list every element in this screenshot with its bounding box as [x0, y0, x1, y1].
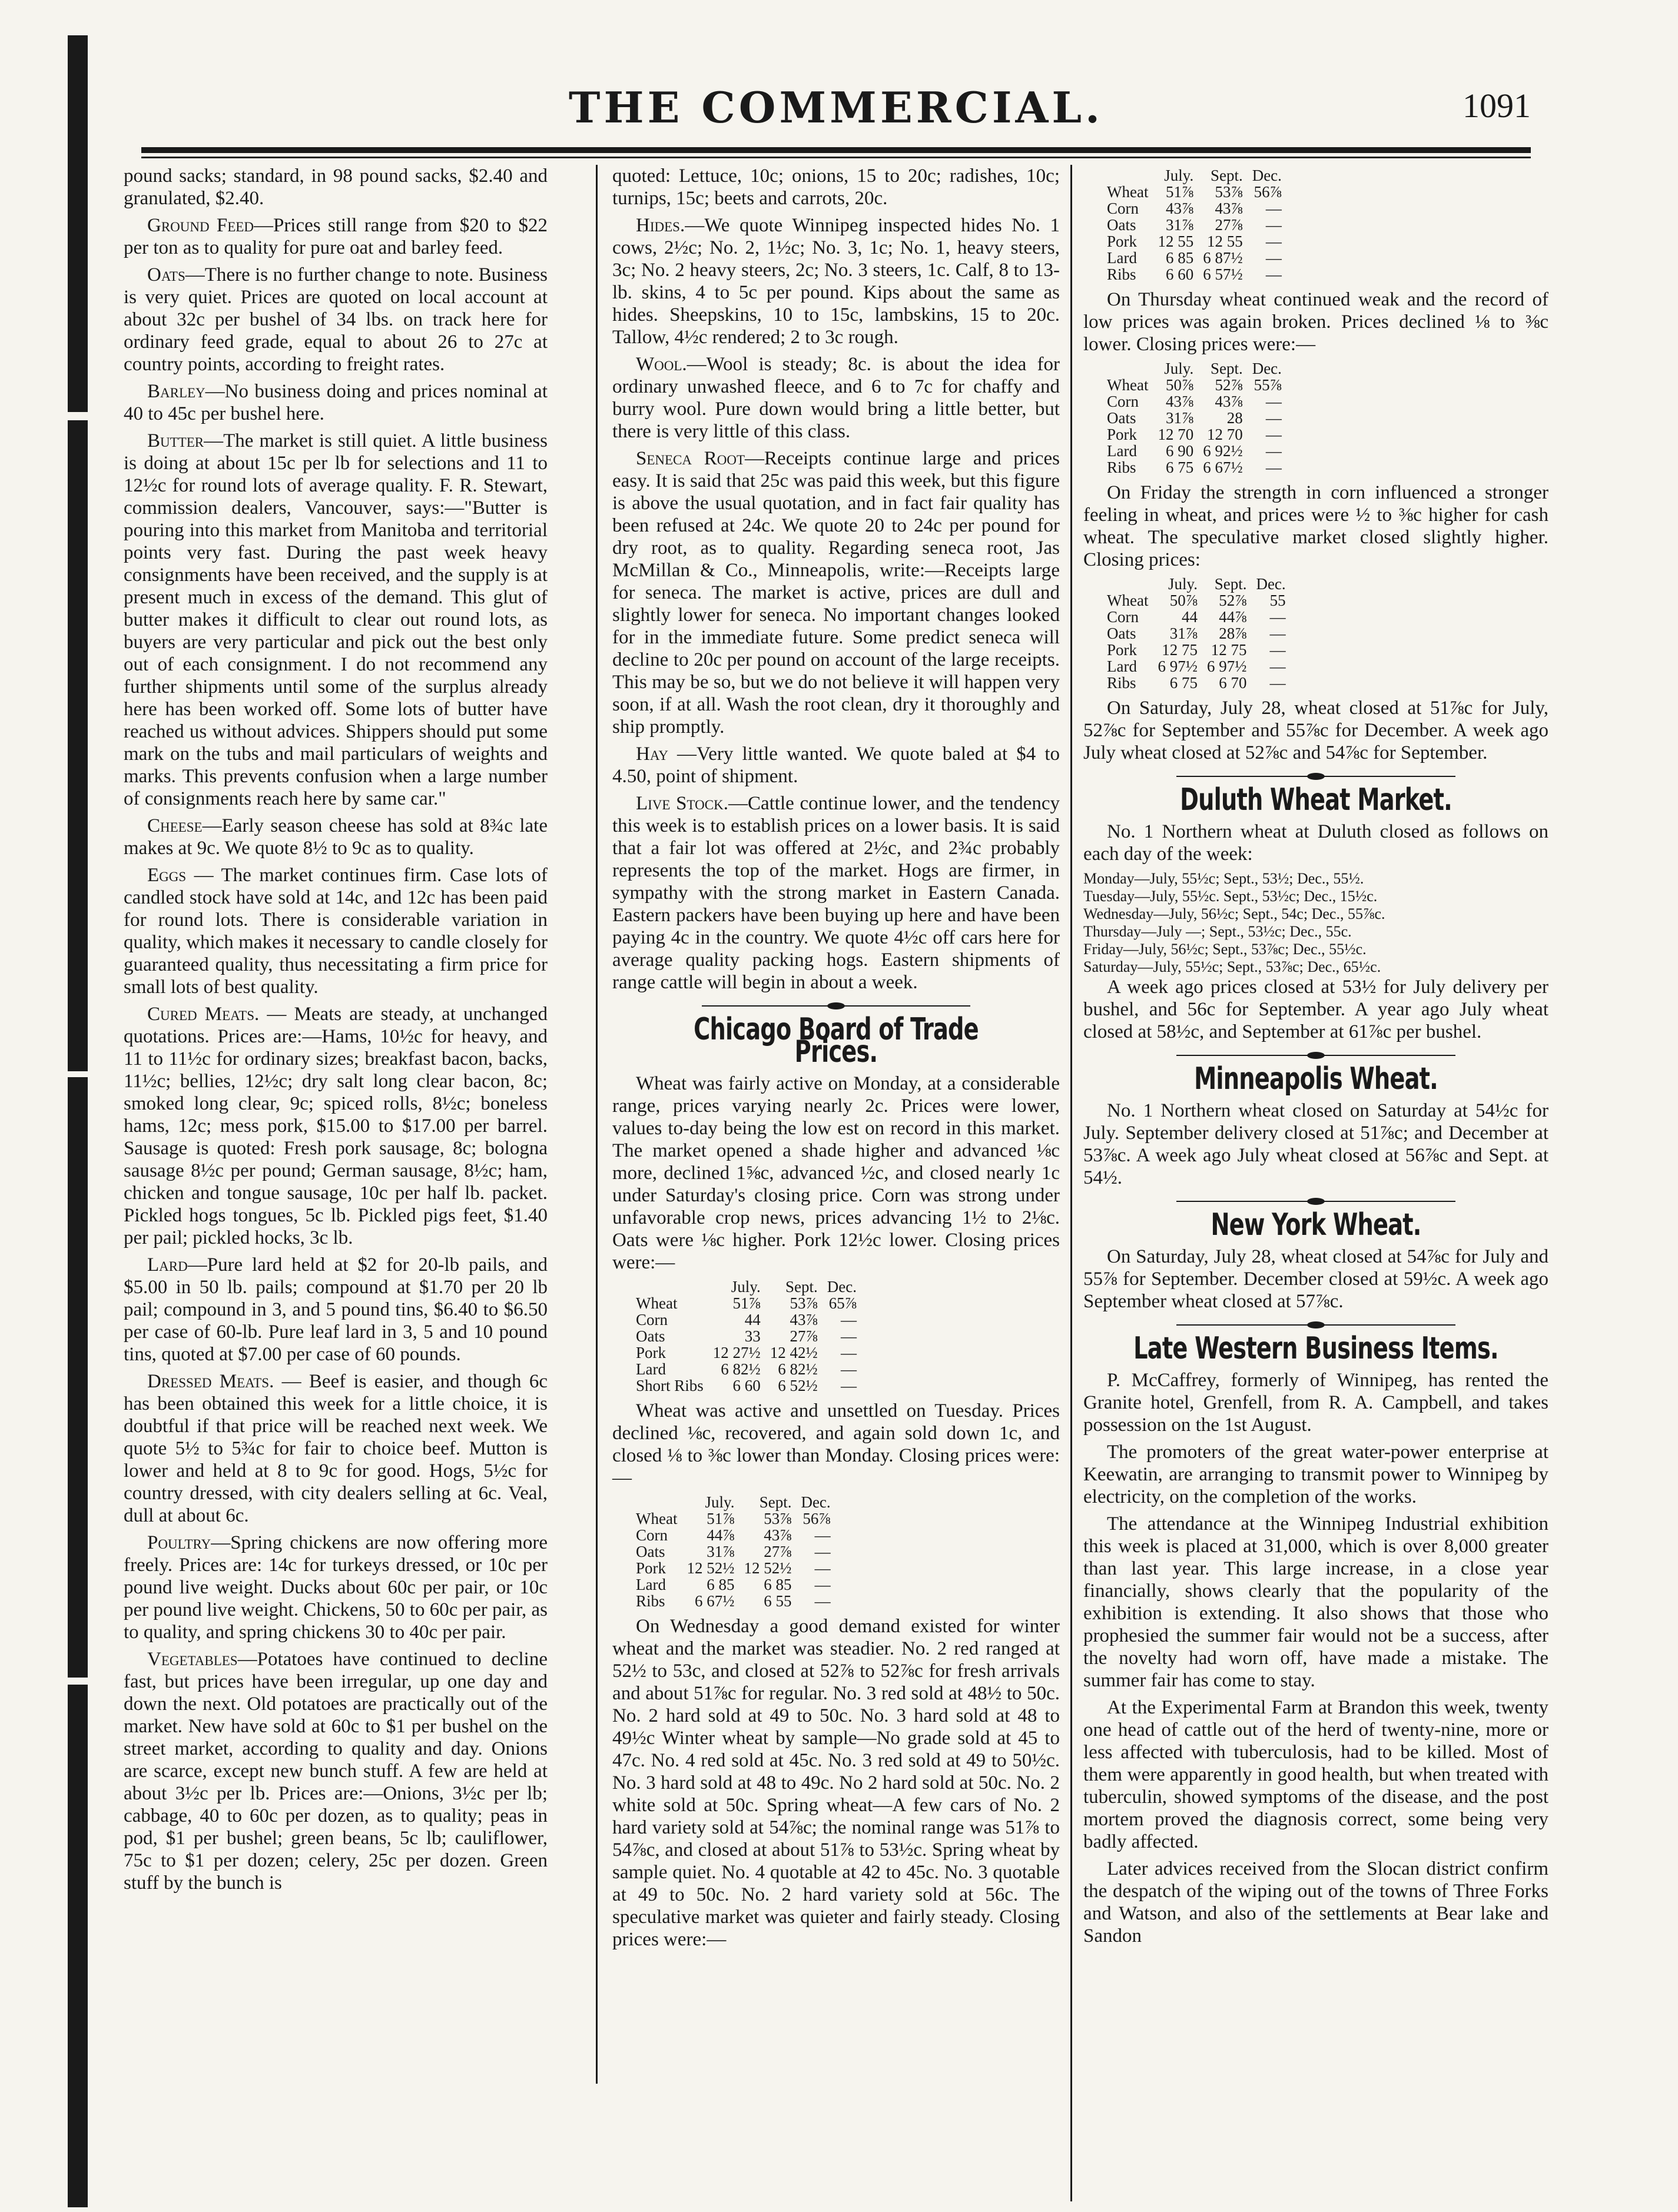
- table-row: Wheat 51⅞ 53⅞ 56⅞: [1107, 183, 1282, 201]
- list-item: Thursday—July —; Sept., 53½c; Dec., 55c.: [1083, 923, 1352, 940]
- table-row: Oats 31⅞ 28⅞ —: [1107, 625, 1286, 642]
- article-paragraph: quoted: Lettuce, 10c; onions, 15 to 20c; radishes, 10c; turnips, 15c; beets and carrots, 20c.: [612, 165, 1060, 209]
- spine-gap: [68, 1071, 88, 1077]
- list-item: Wednesday—July, 56½c; Sept., 54c; Dec., 55⅞c.: [1083, 905, 1385, 922]
- list-item: Saturday—July, 55½c; Sept., 53⅞c; Dec., 65½c.: [1083, 958, 1381, 975]
- price-table-friday: July. Sept. Dec. Wheat 50⅞ 52⅞ 55 Corn 44 44⅞ — Oats 31⅞ 28⅞ — Pork 12 75 12 75 — Lard 6 97½ 6 97½ — Ribs 6 75 6 70 —: [1107, 576, 1291, 691]
- article-paragraph: A week ago prices closed at 53½ for July delivery per bushel, and 56c for September. A year ago July wheat closed at 58½c, and September at 61⅞c per bushel.: [1083, 977, 1548, 1042]
- page-number: 1091: [1463, 87, 1531, 125]
- article-paragraph: On Saturday, July 28, wheat closed at 54⅞c for July and 55⅞ for September. December closed at 59½c. A week ago September wheat closed at 57⅞c.: [1083, 1246, 1548, 1312]
- article-paragraph: Barley—No business doing and prices nominal at 40 to 45c per bushel here.: [124, 381, 548, 424]
- article-paragraph: Dressed Meats. — Beef is easier, and though 6c has been obtained this week for a little choice, it is doubtful if that price will be reached next week. We quote 5½ to 5¾c for fair to choice beef. Mutton is lower and held at 8 to 9c for good. Hogs, 5½c for country dressed, with city dealers selling at 6c. Veal, dull at about 6c.: [124, 1371, 548, 1526]
- article-paragraph: Wool.—Wool is steady; 8c. is about the idea for ordinary unwashed fleece, and 6 to 7c for chaffy and burry wool. Pure down would bring a little better, but there is very little of this class.: [612, 354, 1060, 442]
- section-separator: [1176, 1321, 1455, 1329]
- article-paragraph: At the Experimental Farm at Brandon this week, twenty one head of cattle out of the herd of twenty-nine, more or less affected with tuberculosis, had to be killed. Most of them were apparently in good health, but when treated with tuberculin, showed symptoms of the disease, and the post mortem proved the diagnosis correct, some being very badly affected.: [1083, 1697, 1548, 1852]
- article-paragraph: The promoters of the great water-power enterprise at Keewatin, are arranging to transmit power to Winnipeg by electricity, on the completion of the works.: [1083, 1442, 1548, 1507]
- article-paragraph: Ground Feed—Prices still range from $20 to $22 per ton as to quality for pure oat and barley feed.: [124, 215, 548, 258]
- section-separator: [1176, 1197, 1455, 1205]
- article-paragraph: On Friday the strength in corn influenced a stronger feeling in wheat, and prices were ½ to ⅜c higher for cash wheat. The speculative market closed slightly higher. Closing prices:: [1083, 482, 1548, 570]
- column-3: [1083, 165, 1548, 1952]
- section-heading-duluth: Duluth Wheat Market.: [1180, 782, 1452, 818]
- article-paragraph: Eggs — The market continues firm. Case lots of candled stock have sold at 14c, and 12c has been paid for round lots. There is considerable variation in quality, which makes it necessary to candle closely for guaranteed quality, thus necessitating a firm price for small lots of best quality.: [124, 865, 548, 998]
- article-paragraph: Butter—The market is still quiet. A little business is doing at about 15c per lb for selections and 11 to 12½c for round lots of average quality. F. R. Stewart, commission dealers, Vancouver, says:—"Butter is pouring into this market from Manitoba and territorial points very fast. During the past week heavy consignments have been received, and the supply is at present much in excess of the demand. This glut of butter makes it difficult to clear out round lots, as buyers are very particular and pick out the best only out of each consignment. I do not recommend any further shipments until some of the surplus already here has been worked off. Some lots of butter have reached us without advices. Shippers should put some mark on the tubs and mail particulars of weights and marks. This prevents confusion when a large number of consignments reach here by same car.": [124, 430, 548, 809]
- table-row: Lard 6 82½ 6 82½ —: [636, 1360, 857, 1378]
- table-col-header: Dec.: [827, 1278, 857, 1296]
- table-col-header: Sept.: [785, 1278, 818, 1296]
- table-row: Corn 43⅞ 43⅞ —: [1107, 200, 1282, 217]
- table-row: Oats 31⅞ 27⅞ —: [1107, 216, 1282, 234]
- column-1: [124, 165, 548, 1899]
- article-paragraph: Seneca Root—Receipts continue large and prices easy. It is said that 25c was paid this week, but this figure is above the usual quotation, and in fact fair quality has been refused at 24c. We quote 20 to 24c per pound for dry root, as to quality. Regarding seneca root, Jas McMillan & Co., Minneapolis, write:—Receipts large for seneca. The market is active, prices are dull and slightly lower for seneca. No important changes looked for in the immediate future. Some predict seneca will decline to 20c per pound on account of the large receipts. This may be so, but we do not believe it will happen very soon, if at all. Wash the root clean, dry it thoroughly and ship promptly.: [612, 448, 1060, 738]
- article-paragraph: The attendance at the Winnipeg Industrial exhibition this week is placed at 31,000, which is over 8,000 greater than last year. This large increase, in a close year financially, shows clearly that the popularity of the exhibition is extending. It also shows that those who prophesied the summer fair would not be a success, after the novelty had worn off, have made a mistake. The summer fair has come to stay.: [1083, 1513, 1548, 1691]
- table-col-header: July.: [731, 1278, 761, 1296]
- article-paragraph: Lard—Pure lard held at $2 for 20-lb pails, and $5.00 in 50 lb. pails; compound at $1.70 per 20 lb pail; compound in 3, and 5 pound tins, $6.40 to $6.50 per case of 60-lb. Pure leaf lard in 3, 5 and 10 pound tins, quoted at $7.00 per case of 60 pounds.: [124, 1254, 548, 1365]
- article-paragraph: Live Stock.—Cattle continue lower, and the tendency this week is to establish prices on a lower basis. It is said that a fair lot was offered at 2½c, and 2¾c probably represents the top of the market. Hogs are firmer, in sympathy with the strong market in Eastern Canada. Eastern packers have been buying up here and have been paying 4c in the country. We quote 4½c off cars here for average quality packing hogs. Eastern shipments of range cattle will begin in about a week.: [612, 793, 1060, 993]
- article-paragraph: Wheat was active and unsettled on Tuesday. Prices declined ⅛c, recovered, and again sold down 1c, and closed ⅛ to ⅜c lower than Monday. Closing prices were:—: [612, 1400, 1060, 1489]
- table-row: Oats 33 27⅞ —: [636, 1327, 857, 1345]
- price-table-monday: [636, 1278, 861, 1394]
- article-paragraph: Hides.—We quote Winnipeg inspected hides No. 1 cows, 2½c; No. 2, 1½c; No. 3, 1c; No. 1, heavy steers, 3c; No. 2 heavy steers, 2c; No. 3 steers, 1c. Calf, 8 to 13-lb. skins, 4 to 5c per pound. Kips about the same as hides. Sheepskins, 10 to 15c, lambskins, 15 to 20c. Tallow, 4½c rendered; 2 to 3c rough.: [612, 215, 1060, 348]
- table-row: Pork 12 27½ 12 42½ —: [636, 1344, 857, 1361]
- table-row: Oats 31⅞ 28 —: [1107, 409, 1282, 427]
- section-separator: [702, 1002, 970, 1010]
- list-item: Friday—July, 56½c; Sept., 53⅞c; Dec., 55½c.: [1083, 941, 1367, 958]
- table-row: Lard 6 97½ 6 97½ —: [1107, 657, 1286, 675]
- section-separator: [1176, 772, 1455, 780]
- list-item: Tuesday—July, 55½c. Sept., 53½c; Dec., 15½c.: [1083, 888, 1378, 905]
- table-row: Wheat 50⅞ 52⅞ 55: [1107, 592, 1286, 609]
- article-paragraph: On Saturday, July 28, wheat closed at 51⅞c for July, 52⅞c for September and 55⅞c for December. A week ago July wheat closed at 52⅞c and 54⅞c for September.: [1083, 698, 1548, 763]
- article-paragraph: Cured Meats. — Meats are steady, at unchanged quotations. Prices are:—Hams, 10½c for heavy, and 11 to 11½c for ordinary sizes; breakfast bacon, backs, 11½c; bellies, 12½c; dry salt long clear bacon, 8c; smoked long clear, 9c; spiced rolls, 8½c; boneless hams, 12c; mess pork, $15.00 to $17.00 per barrel. Sausage is quoted: Fresh pork sausage, 8c; bologna sausage 8½c per pound; German sausage, 8½c; ham, chicken and tongue sausage, 10c per half lb. packet. Pickled hogs tongues, 5c lb. Pickled pigs feet, $1.40 per pail; pickled hocks, 3c lb.: [124, 1004, 548, 1248]
- section-heading-minneapolis: Minneapolis Wheat.: [1194, 1061, 1438, 1097]
- table-row: Corn 43⅞ 43⅞ —: [1107, 393, 1282, 410]
- duluth-daily-list: [1083, 870, 1548, 976]
- article-paragraph: Wheat was fairly active on Monday, at a considerable range, prices varying nearly 2c. Prices were lower, values to-day being the low est on record in this market. The market opened a shade higher and advanced ⅛c more, declined 1⅝c, advanced ½c, and closed nearly 1c under Saturday's closing price. Corn was strong under unfavorable crop news, prices advancing 1½ to 2⅛c. Oats were ⅛c higher. Pork 12½c lower. Closing prices were:—: [612, 1073, 1060, 1273]
- article-paragraph: Vegetables—Potatoes have continued to decline fast, but prices have been irregular, up one day and down the next. Old potatoes are practically out of the market. New have sold at 60c to $1 per bushel on the street market, according to quality and day. Onions are scarce, except new bunch stuff. A few are held at about 3½c per lb. Prices are:—Onions, 3½c per lb; cabbage, 40 to 60c per dozen, as to quality; peas in pod, $1 per bushel; green beans, 5c lb; cauliflower, 75c to $1 per dozen; celery, 25c per dozen. Green stuff by the bunch is: [124, 1649, 548, 1894]
- column-divider: [1070, 165, 1072, 2201]
- article-paragraph: Poultry—Spring chickens are now offering more freely. Prices are: 14c for turkeys dressed, or 10c per pound live weight. Ducks about 60c per pair, or 10c per pound live weight. Chickens, 50 to 60c per pair, as to quality, and spring chickens 30 to 40c per pair.: [124, 1532, 548, 1643]
- section-heading-newyork: New York Wheat.: [1211, 1207, 1421, 1243]
- page-header: [141, 82, 1531, 158]
- header-rule: [141, 147, 1531, 153]
- masthead-title: THE COMMERCIAL.: [568, 82, 1104, 132]
- article-paragraph: No. 1 Northern wheat at Duluth closed as follows on each day of the week:: [1083, 821, 1548, 865]
- table-row: Oats 31⅞ 27⅞ —: [636, 1543, 831, 1560]
- table-row: Ribs 6 75 6 70 —: [1107, 674, 1286, 692]
- page-margin: [0, 0, 94, 2212]
- column-divider: [596, 165, 598, 2084]
- table-row: Wheat 50⅞ 52⅞ 55⅞: [1107, 376, 1282, 394]
- spine-gap: [68, 1678, 88, 1685]
- section-separator: [1176, 1051, 1455, 1059]
- article-paragraph: No. 1 Northern wheat closed on Saturday at 54½c for July. September delivery closed at 51⅞c; and December at 53⅞c. A week ago July wheat closed at 56⅞c and Sept. at 54½.: [1083, 1100, 1548, 1188]
- table-row: Ribs 6 75 6 67½ —: [1107, 459, 1282, 476]
- table-row: Pork 12 75 12 75 —: [1107, 641, 1286, 659]
- table-row: Ribs 6 60 6 57½ —: [1107, 265, 1282, 283]
- table-row: Lard 6 85 6 85 —: [636, 1576, 831, 1593]
- header-rule-thin: [141, 157, 1531, 158]
- table-row: Pork 12 52½ 12 52½ —: [636, 1559, 831, 1577]
- article-paragraph: On Thursday wheat continued weak and the record of low prices was again broken. Prices declined ⅛ to ⅜c lower. Closing prices were:—: [1083, 289, 1548, 355]
- table-row: Lard 6 85 6 87½ —: [1107, 249, 1282, 267]
- article-paragraph: Cheese—Early season cheese has sold at 8¾c late makes at 9c. We quote 8½ to 9c as to quality.: [124, 815, 548, 859]
- article-paragraph: Hay —Very little wanted. We quote baled at $4 to 4.50, point of shipment.: [612, 743, 1060, 787]
- article-paragraph: pound sacks; standard, in 98 pound sacks, $2.40 and granulated, $2.40.: [124, 165, 548, 209]
- price-table-thursday: July. Sept. Dec. Wheat 50⅞ 52⅞ 55⅞ Corn 43⅞ 43⅞ — Oats 31⅞ 28 — Pork 12 70 12 70 — Lard 6 90 6 92½ — Ribs 6 75 6 67½ —: [1107, 360, 1286, 476]
- spine-gap: [68, 412, 88, 420]
- table-row: Wheat 51⅞ 53⅞ 56⅞: [636, 1510, 831, 1527]
- table-row: Corn 44 44⅞ —: [1107, 608, 1286, 626]
- table-row: Corn 44⅞ 43⅞ —: [636, 1526, 831, 1544]
- article-paragraph: P. McCaffrey, formerly of Winnipeg, has rented the Granite hotel, Grenfell, from R. A. Campbell, and takes possession on the 1st August.: [1083, 1370, 1548, 1436]
- table-row: Short Ribs 6 60 6 52½ —: [636, 1377, 857, 1394]
- column-2: [612, 165, 1060, 1955]
- section-heading-chicago: Chicago Board of Trade Prices.: [694, 1012, 979, 1070]
- table-row: Ribs 6 67½ 6 55 —: [636, 1592, 831, 1610]
- table-row: Pork 12 70 12 70 —: [1107, 426, 1282, 443]
- article-paragraph: On Wednesday a good demand existed for winter wheat and the market was steadier. No. 2 red ranged at 52½ to 53c, and closed at 52⅞ to 52⅞c for fresh arrivals and about 51⅞c for regular. No. 3 red sold at 48½ to 50c. No. 2 hard sold at 49 to 50c. No. 3 hard sold at 48 to 49½c Winter wheat by sample—No grade sold at 45 to 47c. No. 4 red sold at 45c. No. 3 red sold at 49 to 50½c. No. 3 hard sold at 48 to 49c. No 2 hard sold at 50c. No. 2 white sold at 50c. Spring wheat—A few cars of No. 2 hard variety sold at 54⅞c; the nominal range was 51⅞ to 54⅞c, and closed at about 51⅞ to 53½c. Spring wheat by sample quiet. No. 4 quotable at 42 to 45c. No. 3 quotable at 49 to 50c. No. 2 hard variety sold at 56c. The speculative market was quieter and fairly steady. Closing prices were:—: [612, 1616, 1060, 1950]
- binding-spine: [68, 35, 88, 2207]
- article-paragraph: Oats—There is no further change to note. Business is very quiet. Prices are quoted on local account at about 32c per bushel of 34 lbs. on track here for ordinary feed grade, equal to about 26 to 27c at country points, according to freight rates.: [124, 264, 548, 375]
- list-item: Monday—July, 55½c; Sept., 53½; Dec., 55½.: [1083, 870, 1364, 887]
- price-table-tuesday: July. Sept. Dec. Wheat 51⅞ 53⅞ 56⅞ Corn 44⅞ 43⅞ — Oats 31⅞ 27⅞ — Pork 12 52½ 12 52½ — Lard 6 85 6 85 — Ribs 6 67½ 6 55 —: [636, 1494, 835, 1609]
- table-row: Lard 6 90 6 92½ —: [1107, 442, 1282, 460]
- section-heading-late-items: Late Western Business Items.: [1133, 1331, 1498, 1366]
- table-row: Wheat 51⅞ 53⅞ 65⅞: [636, 1294, 857, 1312]
- article-paragraph: Later advices received from the Slocan district confirm the despatch of the wiping out of the towns of Three Forks and Watson, and also of the settlements at Bear lake and Sandon: [1083, 1858, 1548, 1947]
- table-row: Pork 12 55 12 55 —: [1107, 233, 1282, 250]
- table-row: Corn 44 43⅞ —: [636, 1311, 857, 1328]
- price-table-wednesday: July. Sept. Dec. Wheat 51⅞ 53⅞ 56⅞ Corn 43⅞ 43⅞ — Oats 31⅞ 27⅞ — Pork 12 55 12 55 — Lard 6 85 6 87½ — Ribs 6 60 6 57½ —: [1107, 167, 1286, 283]
